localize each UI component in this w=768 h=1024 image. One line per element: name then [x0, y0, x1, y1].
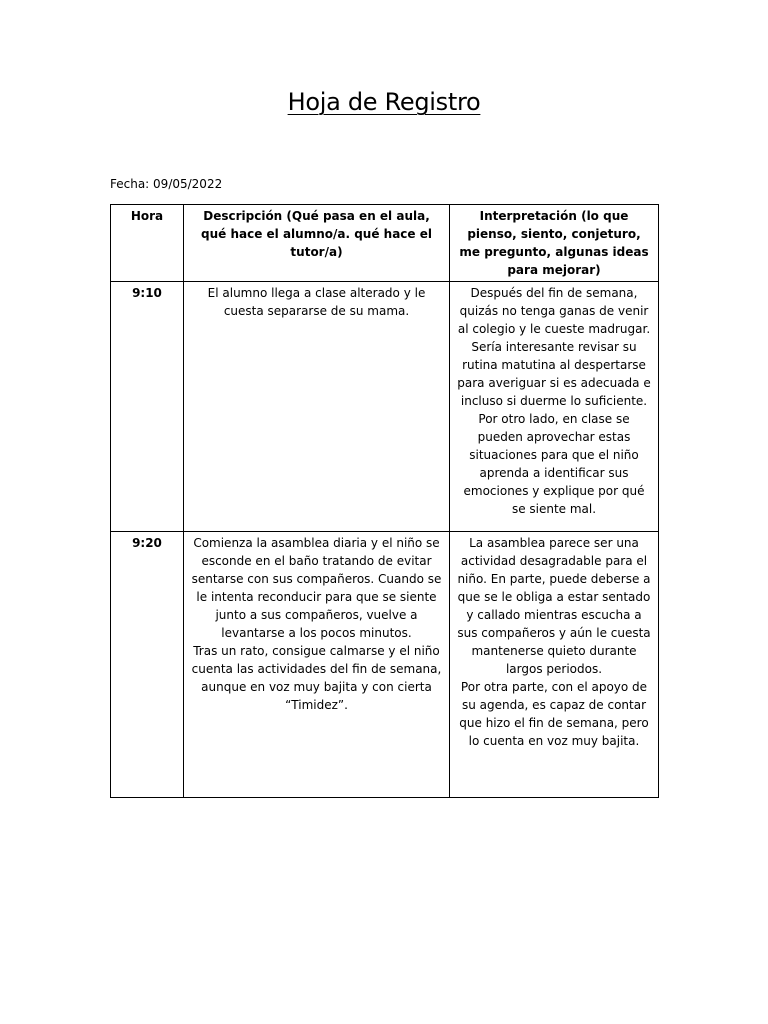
header-descripcion: Descripción (Qué pasa en el aula, qué hace el alumno/a. qué hace el tutor/a)	[184, 205, 450, 282]
cell-hora: 9:20	[111, 532, 184, 798]
table-row	[111, 282, 659, 532]
cell-descripcion: Comienza la asamblea diaria y el niño se esconde en el baño tratando de evitar sentarse con sus compañeros. Cuando se le intenta reconducir para que se siente junto a sus compañeros, vuelve a levantarse a los pocos minutos. Tras un rato, consigue calmarse y el niño cuenta las actividades del fin de semana, aunque en voz muy bajita y con cierta “Timidez”.	[184, 532, 450, 798]
table-row	[111, 532, 659, 798]
header-hora: Hora	[111, 205, 184, 282]
page-title: Hoja de Registro	[287, 88, 481, 116]
table-header-row	[111, 205, 659, 282]
cell-descripcion: El alumno llega a clase alterado y le cuesta separarse de su mama.	[184, 282, 450, 532]
cell-hora: 9:10	[111, 282, 184, 532]
cell-interpretacion: Después del fin de semana, quizás no tenga ganas de venir al colegio y le cueste madrugar. Sería interesante revisar su rutina matutina al despertarse para averiguar si es adecuada e incluso si duerme lo suficiente. Por otro lado, en clase se pueden aprovechar estas situaciones para que el niño aprenda a identificar sus emociones y explique por qué se siente mal.	[450, 282, 659, 532]
date-line: Fecha: 09/05/2022	[110, 177, 223, 191]
header-interpretacion: Interpretación (lo que pienso, siento, conjeturo, me pregunto, algunas ideas para mejorar)	[450, 205, 659, 282]
cell-interpretacion: La asamblea parece ser una actividad desagradable para el niño. En parte, puede deberse a que se le obliga a estar sentado y callado mientras escucha a sus compañeros y aún le cuesta mantenerse quieto durante largos periodos. Por otra parte, con el apoyo de su agenda, es capaz de contar que hizo el fin de semana, pero lo cuenta en voz muy bajita.	[450, 532, 659, 798]
record-table	[110, 204, 659, 798]
